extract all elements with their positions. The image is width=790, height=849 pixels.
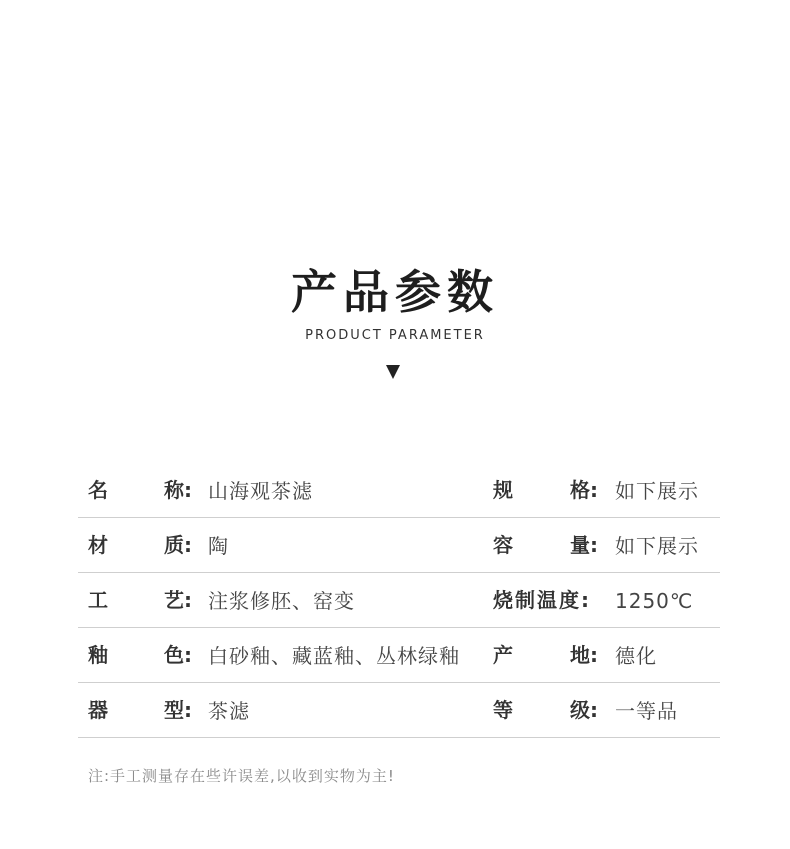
param-label: 级:: [570, 698, 598, 722]
param-label: 釉: [88, 643, 108, 667]
parameter-table: [78, 463, 720, 738]
param-value-grade: 一等品: [615, 699, 678, 723]
param-value-glaze: 白砂釉、藏蓝釉、丛林绿釉: [208, 644, 460, 668]
param-label: 容: [493, 533, 513, 557]
param-label: 工: [88, 588, 108, 612]
param-label: 等: [493, 698, 513, 722]
param-label: 烧制温度:: [493, 588, 591, 612]
section-title: 产品参数: [291, 265, 499, 319]
table-row: [78, 573, 720, 628]
param-label: 格:: [570, 478, 598, 502]
param-label: 色:: [164, 643, 192, 667]
param-label: 名: [88, 478, 108, 502]
param-label: 材: [88, 533, 108, 557]
param-label: 型:: [164, 698, 192, 722]
param-value-type: 茶滤: [208, 699, 250, 723]
section-header: [0, 262, 790, 343]
section-subtitle: PRODUCT PARAMETER: [305, 328, 485, 343]
param-value-name: 山海观茶滤: [208, 479, 313, 503]
param-label: 器: [88, 698, 108, 722]
param-value-capacity: 如下展示: [615, 534, 699, 558]
param-value-craft: 注浆修胚、窑变: [208, 589, 355, 613]
param-label: 质:: [164, 533, 192, 557]
table-row: [78, 683, 720, 738]
measurement-note: 注:手工测量存在些许误差,以收到实物为主!: [88, 767, 395, 785]
param-value-firing-temp: 1250℃: [615, 589, 694, 613]
table-row: [78, 628, 720, 683]
param-label: 地:: [570, 643, 598, 667]
param-label: 艺:: [164, 588, 192, 612]
param-value-origin: 德化: [615, 644, 657, 668]
param-label: 规: [493, 478, 513, 502]
down-triangle-icon: [386, 365, 400, 379]
param-label: 称:: [164, 478, 192, 502]
param-label: 量:: [570, 533, 598, 557]
param-value-material: 陶: [208, 534, 229, 558]
param-value-spec: 如下展示: [615, 479, 699, 503]
table-row: [78, 518, 720, 573]
table-row: [78, 463, 720, 518]
param-label: 产: [493, 643, 513, 667]
